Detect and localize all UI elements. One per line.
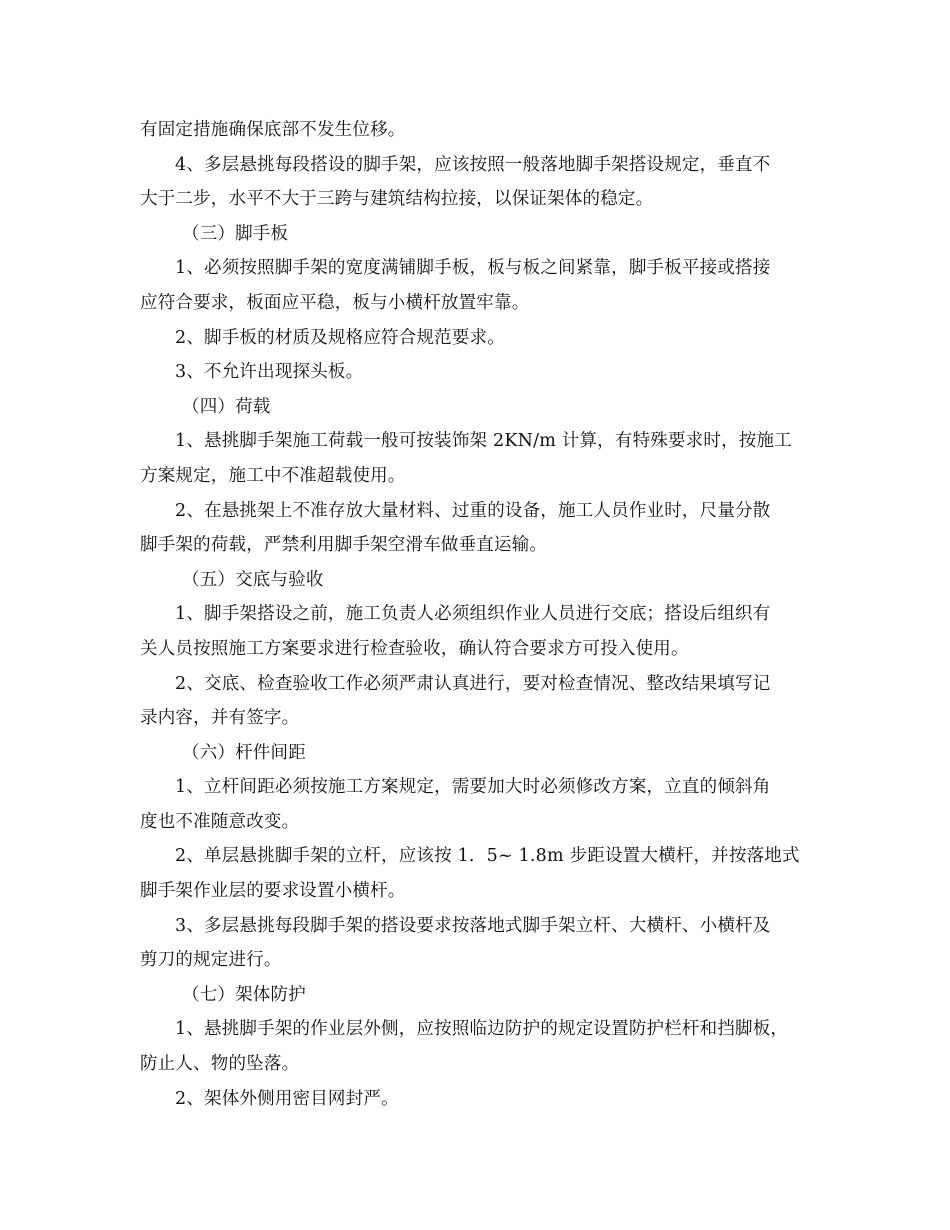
section-heading: （四）荷载 [182,396,271,417]
paragraph-line: 2、交底、检查验收工作必须严肃认真进行，要对检查情况、整改结果填写记 [175,673,771,694]
paragraph-line: 剪刀的规定进行。 [140,950,282,971]
paragraph-line: 关人员按照施工方案要求进行检查验收，确认符合要求方可投入使用。 [140,638,689,659]
paragraph-line: 2、在悬挑架上不准存放大量材料、过重的设备，施工人员作业时，尺量分散 [175,500,771,521]
paragraph-line: 4、多层悬挑每段搭设的脚手架，应该按照一般落地脚手架搭设规定，垂直不 [175,154,771,175]
paragraph-line: 防止人、物的坠落。 [140,1054,300,1075]
paragraph-line: 2、架体外侧用密目网封严。 [175,1088,399,1109]
paragraph-line: 1、必须按照脚手架的宽度满铺脚手板，板与板之间紧靠，脚手板平接或搭接 [175,258,771,279]
paragraph-line: 脚手架作业层的要求设置小横杆。 [140,881,406,902]
paragraph-line: 2、单层悬挑脚手架的立杆，应该按 1．5~ 1.8m 步距设置大横杆，并按落地式 [175,846,800,867]
paragraph-line: 录内容，并有签字。 [140,708,300,729]
paragraph-line: 2、脚手板的材质及规格应符合规范要求。 [175,327,505,348]
paragraph-line: 3、不允许出现探头板。 [175,362,364,383]
paragraph-line: 脚手架的荷载，严禁利用脚手架空滑车做垂直运输。 [140,535,548,556]
paragraph-line: 3、多层悬挑每段脚手架的搭设要求按落地式脚手架立杆、大横杆、小横杆及 [175,915,771,936]
section-heading: （六）杆件间距 [182,742,306,763]
document-body [140,113,812,1116]
paragraph-line: 方案规定，施工中不准超载使用。 [140,465,406,486]
section-heading: （七）架体防护 [182,984,306,1005]
paragraph-line: 1、立杆间距必须按施工方案规定，需要加大时必须修改方案，立直的倾斜角 [175,777,771,798]
paragraph-line: 1、脚手架搭设之前，施工负责人必须组织作业人员进行交底；搭设后组织有 [175,604,771,625]
section-heading: （五）交底与验收 [182,569,324,590]
paragraph-line: 大于二步，水平不大于三跨与建筑结构拉接，以保证架体的稳定。 [140,189,654,210]
paragraph-line: 度也不准随意改变。 [140,811,300,832]
section-heading: （三）脚手板 [182,223,289,244]
paragraph-line: 应符合要求，板面应平稳，板与小横杆放置牢靠。 [140,292,530,313]
paragraph-line: 1、悬挑脚手架施工荷载一般可按装饰架 2KN/m 计算，有特殊要求时，按施工 [175,431,792,452]
paragraph-line: 1、悬挑脚手架的作业层外侧，应按照临边防护的规定设置防护栏杆和挡脚板， [175,1019,789,1040]
paragraph-line: 有固定措施确保底部不发生位移。 [140,120,406,140]
